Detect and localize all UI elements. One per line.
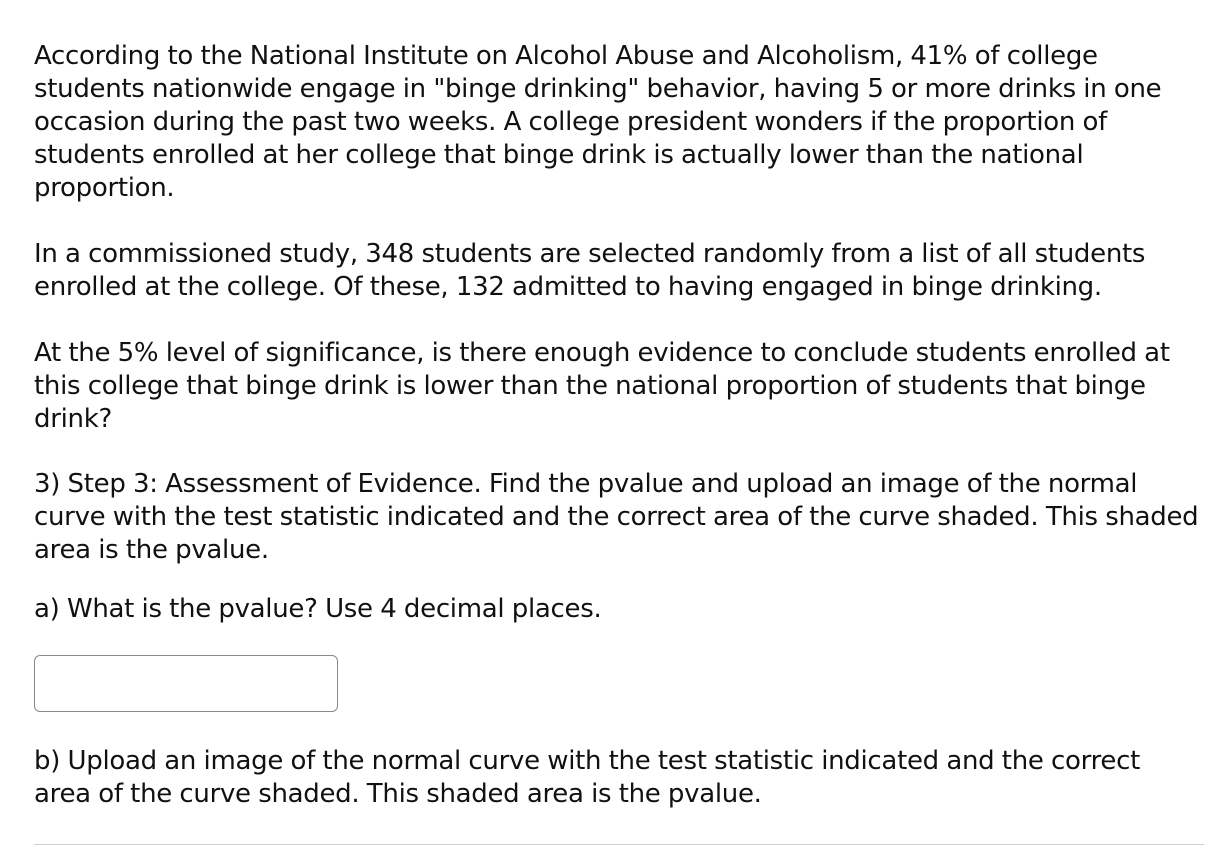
study-description: In a commissioned study, 348 students are selected randomly from a list of all students enrolled at the college. Of these, 132 admitted to having engaged in binge drinking. <box>34 239 1146 302</box>
part-b-label: b) Upload an image of the normal curve with the test statistic indicated and the correct area of the curve shaded. This shaded area is the pvalue. <box>34 746 1140 809</box>
step3-instructions: 3) Step 3: Assessment of Evidence. Find the pvalue and upload an image of the normal curve with the test statistic indicated and the correct area of the curve shaded. This shaded area is the pvalue. <box>34 469 1199 565</box>
question-content <box>34 40 1204 811</box>
significance-prompt: At the 5% level of significance, is there enough evidence to conclude students enrolled at this college that binge drink is lower than the national proportion of students that binge drink? <box>34 338 1170 434</box>
question-intro: According to the National Institute on Alcohol Abuse and Alcoholism, 41% of college students nationwide engage in "binge drinking" behavior, having 5 or more drinks in one occasion during the past two weeks. A college president wonders if the proportion of students enrolled at her college that binge drink is actually lower than the national proportion. <box>34 41 1162 203</box>
part-a-label: a) What is the pvalue? Use 4 decimal places. <box>34 594 602 624</box>
pvalue-answer-input[interactable] <box>34 655 338 712</box>
section-divider <box>34 844 1204 845</box>
